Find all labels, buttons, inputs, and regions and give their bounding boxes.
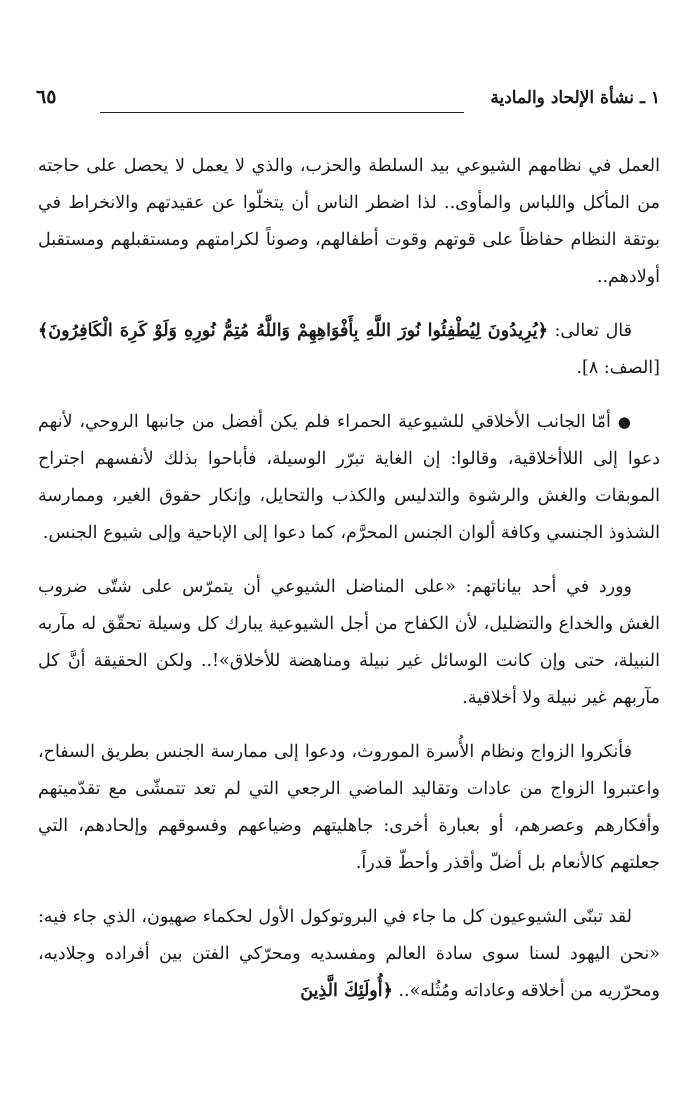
- header-rule: [100, 112, 464, 113]
- quran-paragraph: [38, 313, 660, 387]
- paragraph-text: أمّا الجانب الأخلاقي للشيوعية الحمراء فلم يكن أفضل من جانبها الروحي، لأنهم دعوا إلى اللاأخلاقية، وقالوا: إن الغاية تبرّر الوسيلة، فأباحوا بذلك لأنفسهم اجتراح الموبقات والغش والرشوة والتدليس والكذب والتحايل، وإنكار حقوق الغير، وممارسة الشذوذ الجنسي وكافة ألوان الجنس المحرَّم، كما دعوا إلى الإباحية وإلى شيوع الجنس.: [38, 412, 660, 543]
- quran-intro: قال تعالى:: [554, 321, 632, 341]
- paragraph: فأنكروا الزواج ونظام الأُسرة الموروث، ودعوا إلى ممارسة الجنس بطريق السفاح، واعتبروا الزواج من عادات وتقاليد الماضي الرجعي التي لم تعد تتمشّى مع تقدّميتهم وأفكارهم وعصرهم، أو بعبارة أخرى: جاهليتهم وضياعهم وفسوقهم وإلحادهم، التي جعلتهم كالأنعام بل أضلّ وأقذر وأحطّ قدراً.: [38, 742, 660, 873]
- bullet-icon: ●: [617, 413, 632, 431]
- running-head: ١ ـ نشأة الإلحاد والمادية: [490, 88, 660, 108]
- page-number: ٦٥: [36, 86, 57, 108]
- quran-verse-start: ﴿أُولَئِكَ الَّذِينَ: [300, 981, 393, 1001]
- verse-reference: [الصف: ٨].: [576, 358, 660, 378]
- page-header: [36, 88, 660, 120]
- quran-verse: ﴿يُرِيدُونَ لِيُطْفِئُوا نُورَ اللَّهِ بِأَفْوَاهِهِمْ وَاللَّهُ مُتِمُّ نُورِهِ وَلَوْ كَرِهَ الْكَافِرُونَ﴾: [38, 321, 548, 341]
- paragraph-with-verse: [38, 899, 660, 1010]
- paragraph: العمل في نظامهم الشيوعي بيد السلطة والحزب، والذي لا يعمل لا يحصل على حاجته من المأكل واللباس والمأوى.. لذا اضطر الناس أن يتخلّوا عن عقيدتهم والانخراط في بوتقة النظام حفاظاً على قوتهم وقوت أطفالهم، وصوناً لكرامتهم ومستقبلهم ومستقبل أولادهم..: [38, 156, 660, 287]
- body-text: [38, 148, 660, 1010]
- paragraph-text: لقد تبنّى الشيوعيون كل ما جاء في البروتوكول الأول لحكماء صهيون، الذي جاء فيه: «نحن اليهود لسنا سوى سادة العالم ومفسديه ومحرّكي الفتن بين أفراده وجلاديه، ومحرّريه من أخلاقه وعاداته ومُثُله»..: [38, 907, 660, 1001]
- bullet-paragraph: [38, 404, 660, 552]
- paragraph: وورد في أحد بياناتهم: «على المناضل الشيوعي أن يتمرّس على شتّى ضروب الغش والخداع والتضليل، لأن الكفاح من أجل الشيوعية يبارك كل وسيلة تحقّق له مآربه النبيلة، حتى وإن كانت الوسائل غير نبيلة ومناهضة للأخلاق»!.. ولكن الحقيقة أنَّ كل مآربهم غير نبيلة ولا أخلاقية.: [38, 577, 660, 708]
